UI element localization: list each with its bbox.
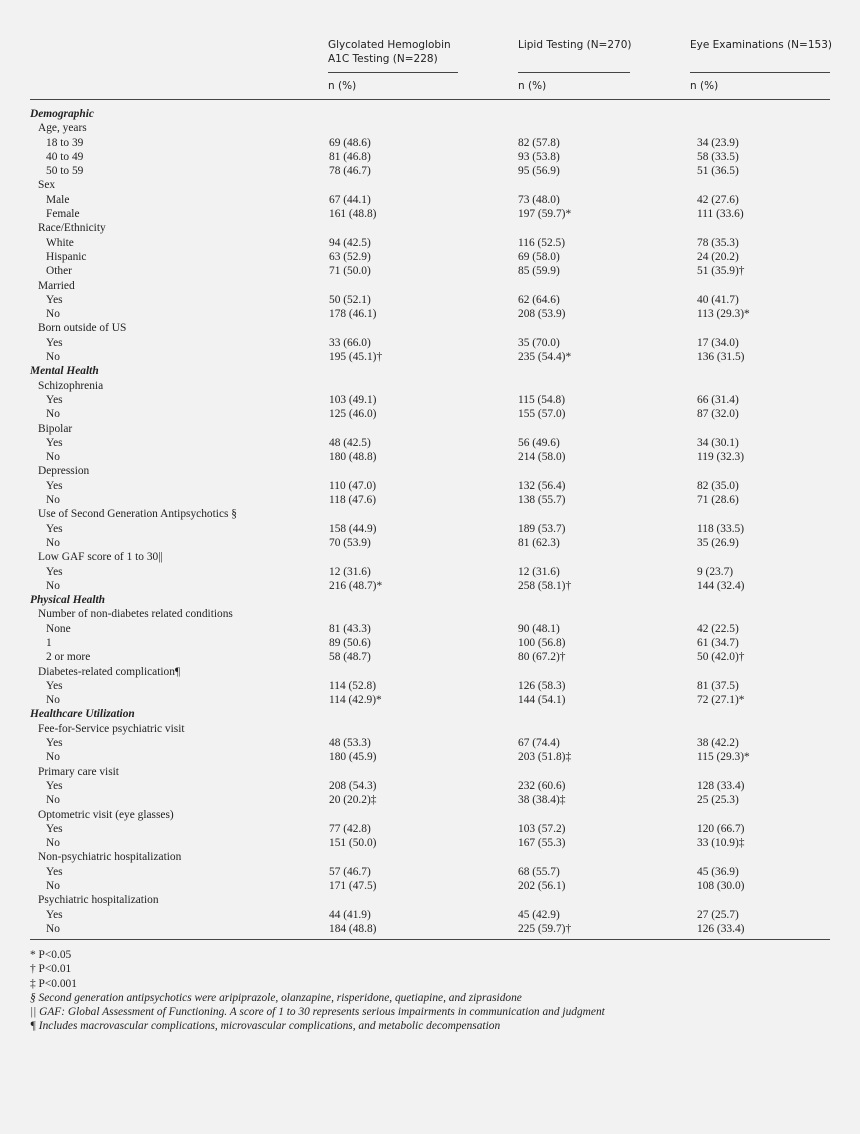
group-row <box>0 178 860 192</box>
variable-label: Optometric visit (eye glasses) <box>38 808 174 821</box>
a1c-value: 178 (46.1) <box>329 308 377 321</box>
lipid-value: 126 (58.3) <box>518 679 566 692</box>
category-label: Male <box>46 193 70 206</box>
a1c-value: 48 (53.3) <box>329 737 371 750</box>
eye-value: 9 (23.7) <box>697 565 734 578</box>
table-body <box>0 107 860 936</box>
eye-value: 66 (31.4) <box>697 393 739 406</box>
variable-label: Depression <box>38 465 90 478</box>
lipid-value: 208 (53.9) <box>518 308 566 321</box>
a1c-value: 81 (46.8) <box>329 150 371 163</box>
lipid-value: 155 (57.0) <box>518 408 566 421</box>
lipid-value: 62 (64.6) <box>518 293 560 306</box>
a1c-value: 110 (47.0) <box>329 479 377 492</box>
lipid-value: 100 (56.8) <box>518 636 566 649</box>
eye-value: 87 (32.0) <box>697 408 739 421</box>
table-row <box>0 622 860 636</box>
table-row <box>0 164 860 178</box>
table-row <box>0 136 860 150</box>
lipid-value: 82 (57.8) <box>518 136 560 149</box>
group-row <box>0 765 860 779</box>
table-row <box>0 536 860 550</box>
eye-value: 24 (20.2) <box>697 250 739 263</box>
lipid-value: 56 (49.6) <box>518 436 560 449</box>
lipid-value: 202 (56.1) <box>518 880 566 893</box>
lipid-value: 85 (59.9) <box>518 265 560 278</box>
variable-label: Primary care visit <box>38 765 119 778</box>
table-row <box>0 307 860 321</box>
a1c-value: 20 (20.2)‡ <box>329 794 377 807</box>
table-bottom-rule <box>30 939 830 940</box>
variable-label: Non-psychiatric hospitalization <box>38 851 182 864</box>
eye-value: 40 (41.7) <box>697 293 739 306</box>
category-label: No <box>46 494 60 507</box>
group-row <box>0 221 860 235</box>
eye-value: 119 (32.3) <box>697 451 745 464</box>
group-row <box>0 321 860 335</box>
lipid-value: 69 (58.0) <box>518 250 560 263</box>
col3-header: Eye Examinations (N=153) <box>690 39 832 51</box>
table-row <box>0 679 860 693</box>
eye-value: 82 (35.0) <box>697 479 739 492</box>
a1c-value: 70 (53.9) <box>329 536 371 549</box>
eye-value: 71 (28.6) <box>697 494 739 507</box>
table-row <box>0 207 860 221</box>
category-label: Yes <box>46 336 63 349</box>
a1c-value: 114 (42.9)* <box>329 694 382 707</box>
category-label: Yes <box>46 565 63 578</box>
table-row <box>0 779 860 793</box>
a1c-value: 78 (46.7) <box>329 165 371 178</box>
table-row <box>0 293 860 307</box>
a1c-value: 114 (52.8) <box>329 679 377 692</box>
category-label: 1 <box>46 636 52 649</box>
lipid-value: 103 (57.2) <box>518 822 566 835</box>
lipid-value: 73 (48.0) <box>518 193 560 206</box>
group-row <box>0 893 860 907</box>
eye-value: 50 (42.0)† <box>697 651 745 664</box>
eye-value: 38 (42.2) <box>697 737 739 750</box>
category-label: Yes <box>46 436 63 449</box>
col2-header-rule <box>518 72 630 73</box>
eye-value: 144 (32.4) <box>697 579 745 592</box>
col3-header-rule <box>690 72 830 73</box>
table-row <box>0 836 860 850</box>
group-row <box>0 279 860 293</box>
category-label: Other <box>46 265 72 278</box>
lipid-value: 81 (62.3) <box>518 536 560 549</box>
lipid-value: 45 (42.9) <box>518 908 560 921</box>
a1c-value: 67 (44.1) <box>329 193 371 206</box>
table-row <box>0 264 860 278</box>
category-label: Yes <box>46 737 63 750</box>
a1c-value: 57 (46.7) <box>329 865 371 878</box>
category-label: Yes <box>46 393 63 406</box>
category-label: No <box>46 837 60 850</box>
table-row <box>0 250 860 264</box>
category-label: No <box>46 408 60 421</box>
table-row <box>0 922 860 936</box>
variable-label: Low GAF score of 1 to 30|| <box>38 551 163 564</box>
variable-label: Use of Second Generation Antipsychotics § <box>38 508 237 521</box>
section-label: Mental Health <box>30 365 99 378</box>
table-row <box>0 479 860 493</box>
lipid-value: 12 (31.6) <box>518 565 560 578</box>
eye-value: 27 (25.7) <box>697 908 739 921</box>
a1c-value: 158 (44.9) <box>329 522 377 535</box>
a1c-value: 63 (52.9) <box>329 250 371 263</box>
footnote: § Second generation antipsychotics were aripiprazole, olanzapine, risperidone, quetiapine, and ziprasidone <box>30 991 522 1004</box>
section-row <box>0 364 860 378</box>
table-row <box>0 450 860 464</box>
a1c-value: 161 (48.8) <box>329 208 377 221</box>
header-bottom-rule <box>30 99 830 100</box>
lipid-value: 116 (52.5) <box>518 236 566 249</box>
category-label: Yes <box>46 293 63 306</box>
eye-value: 17 (34.0) <box>697 336 739 349</box>
eye-value: 120 (66.7) <box>697 822 745 835</box>
group-row <box>0 379 860 393</box>
a1c-value: 50 (52.1) <box>329 293 371 306</box>
lipid-value: 35 (70.0) <box>518 336 560 349</box>
table-row <box>0 822 860 836</box>
a1c-value: 125 (46.0) <box>329 408 377 421</box>
lipid-value: 93 (53.8) <box>518 150 560 163</box>
category-label: No <box>46 694 60 707</box>
category-label: Hispanic <box>46 250 87 263</box>
eye-value: 113 (29.3)* <box>697 308 750 321</box>
table-row <box>0 193 860 207</box>
eye-value: 45 (36.9) <box>697 865 739 878</box>
category-label: Yes <box>46 779 63 792</box>
variable-label: Age, years <box>38 122 87 135</box>
lipid-value: 232 (60.6) <box>518 779 566 792</box>
footnote: ¶ Includes macrovascular complications, microvascular complications, and metabolic decompensation <box>30 1020 501 1033</box>
table-row <box>0 750 860 764</box>
lipid-value: 235 (54.4)* <box>518 351 572 364</box>
table-row <box>0 436 860 450</box>
eye-value: 78 (35.3) <box>697 236 739 249</box>
a1c-value: 58 (48.7) <box>329 651 371 664</box>
section-label: Physical Health <box>30 594 105 607</box>
table-row <box>0 407 860 421</box>
col1-subheader: n (%) <box>328 80 357 92</box>
variable-label: Fee-for-Service psychiatric visit <box>38 722 185 735</box>
table-row <box>0 879 860 893</box>
a1c-value: 184 (48.8) <box>329 922 377 935</box>
variable-label: Race/Ethnicity <box>38 222 106 235</box>
category-label: 40 to 49 <box>46 150 84 163</box>
category-label: No <box>46 880 60 893</box>
col2-subheader: n (%) <box>518 80 547 92</box>
variable-label: Sex <box>38 179 56 192</box>
a1c-value: 94 (42.5) <box>329 236 371 249</box>
category-label: No <box>46 794 60 807</box>
group-row <box>0 507 860 521</box>
footnote: ‡ P<0.001 <box>30 977 77 990</box>
variable-label: Schizophrenia <box>38 379 104 392</box>
lipid-value: 95 (56.9) <box>518 165 560 178</box>
footnotes <box>30 948 605 1034</box>
a1c-value: 208 (54.3) <box>329 779 377 792</box>
group-row <box>0 464 860 478</box>
category-label: No <box>46 751 60 764</box>
a1c-value: 48 (42.5) <box>329 436 371 449</box>
group-row <box>0 121 860 135</box>
a1c-value: 77 (42.8) <box>329 822 371 835</box>
table-row <box>0 693 860 707</box>
category-label: Yes <box>46 908 63 921</box>
footnote: * P<0.05 <box>30 949 72 961</box>
table-row <box>0 393 860 407</box>
a1c-value: 89 (50.6) <box>329 636 371 649</box>
eye-value: 108 (30.0) <box>697 880 745 893</box>
lipid-value: 132 (56.4) <box>518 479 566 492</box>
lipid-value: 38 (38.4)‡ <box>518 794 566 807</box>
eye-value: 115 (29.3)* <box>697 751 750 764</box>
lipid-value: 189 (53.7) <box>518 522 566 535</box>
category-label: 50 to 59 <box>46 165 84 178</box>
eye-value: 61 (34.7) <box>697 636 739 649</box>
eye-value: 81 (37.5) <box>697 679 739 692</box>
variable-label: Born outside of US <box>38 322 127 335</box>
eye-value: 111 (33.6) <box>697 208 744 221</box>
table-row <box>0 336 860 350</box>
lipid-value: 258 (58.1)† <box>518 579 572 592</box>
category-label: No <box>46 308 60 321</box>
lipid-value: 203 (51.8)‡ <box>518 751 572 764</box>
variable-label: Married <box>38 279 75 292</box>
category-label: Yes <box>46 479 63 492</box>
category-label: No <box>46 351 60 364</box>
eye-value: 51 (35.9)† <box>697 265 745 278</box>
table-row <box>0 565 860 579</box>
a1c-value: 12 (31.6) <box>329 565 371 578</box>
category-label: No <box>46 922 60 935</box>
eye-value: 42 (22.5) <box>697 622 739 635</box>
a1c-value: 103 (49.1) <box>329 393 377 406</box>
category-label: Yes <box>46 679 63 692</box>
variable-label: Diabetes-related complication¶ <box>38 665 181 678</box>
group-row <box>0 550 860 564</box>
section-label: Demographic <box>30 108 94 120</box>
a1c-value: 151 (50.0) <box>329 837 377 850</box>
group-row <box>0 665 860 679</box>
group-row <box>0 808 860 822</box>
eye-value: 51 (36.5) <box>697 165 739 178</box>
eye-value: 126 (33.4) <box>697 922 745 935</box>
category-label: White <box>46 236 74 249</box>
col1-header-line1: Glycolated Hemoglobin <box>328 39 451 51</box>
group-row <box>0 607 860 621</box>
a1c-value: 71 (50.0) <box>329 265 371 278</box>
table-row <box>0 236 860 250</box>
a1c-value: 180 (45.9) <box>329 751 377 764</box>
col1-header <box>328 38 451 66</box>
eye-value: 42 (27.6) <box>697 193 739 206</box>
lipid-value: 138 (55.7) <box>518 494 566 507</box>
category-label: Yes <box>46 865 63 878</box>
eye-value: 25 (25.3) <box>697 794 739 807</box>
eye-value: 136 (31.5) <box>697 351 745 364</box>
variable-label: Bipolar <box>38 422 73 435</box>
table-row <box>0 636 860 650</box>
category-label: No <box>46 451 60 464</box>
a1c-value: 171 (47.5) <box>329 880 377 893</box>
col2-header: Lipid Testing (N=270) <box>518 39 632 51</box>
eye-value: 72 (27.1)* <box>697 694 745 707</box>
section-row <box>0 593 860 607</box>
eye-value: 118 (33.5) <box>697 522 745 535</box>
table-row <box>0 650 860 664</box>
table-row <box>0 793 860 807</box>
table-row <box>0 150 860 164</box>
group-row <box>0 850 860 864</box>
footnote: † P<0.01 <box>30 963 72 976</box>
a1c-value: 195 (45.1)† <box>329 351 383 364</box>
a1c-value: 180 (48.8) <box>329 451 377 464</box>
table-row <box>0 736 860 750</box>
col1-header-line2: A1C Testing (N=228) <box>328 53 438 65</box>
group-row <box>0 422 860 436</box>
lipid-value: 80 (67.2)† <box>518 651 566 664</box>
section-label: Healthcare Utilization <box>30 708 135 721</box>
variable-label: Number of non-diabetes related conditions <box>38 608 233 621</box>
lipid-value: 225 (59.7)† <box>518 922 572 935</box>
table-row <box>0 522 860 536</box>
eye-value: 33 (10.9)‡ <box>697 837 745 850</box>
table-row <box>0 908 860 922</box>
eye-value: 34 (23.9) <box>697 136 739 149</box>
footnote: || GAF: Global Assessment of Functioning. A score of 1 to 30 represents serious impairments in communication and judgment <box>30 1006 605 1019</box>
lipid-value: 197 (59.7)* <box>518 208 572 221</box>
col3-subheader: n (%) <box>690 80 719 92</box>
category-label: No <box>46 579 60 592</box>
a1c-value: 33 (66.0) <box>329 336 371 349</box>
variable-label: Psychiatric hospitalization <box>38 894 159 907</box>
a1c-value: 44 (41.9) <box>329 908 371 921</box>
lipid-value: 214 (58.0) <box>518 451 566 464</box>
category-label: Yes <box>46 522 63 535</box>
lipid-value: 144 (54.1) <box>518 694 566 707</box>
col1-header-rule <box>328 72 458 73</box>
eye-value: 58 (33.5) <box>697 150 739 163</box>
section-row <box>0 107 860 121</box>
table-row <box>0 350 860 364</box>
category-label: Female <box>46 208 80 221</box>
a1c-value: 81 (43.3) <box>329 622 371 635</box>
eye-value: 34 (30.1) <box>697 436 739 449</box>
a1c-value: 118 (47.6) <box>329 494 377 507</box>
lipid-value: 90 (48.1) <box>518 622 560 635</box>
category-label: 18 to 39 <box>46 136 84 149</box>
lipid-value: 68 (55.7) <box>518 865 560 878</box>
lipid-value: 67 (74.4) <box>518 737 560 750</box>
section-row <box>0 707 860 721</box>
category-label: None <box>46 622 71 635</box>
a1c-value: 216 (48.7)* <box>329 579 383 592</box>
table-row <box>0 493 860 507</box>
eye-value: 128 (33.4) <box>697 779 745 792</box>
category-label: No <box>46 536 60 549</box>
table-row <box>0 579 860 593</box>
eye-value: 35 (26.9) <box>697 536 739 549</box>
table-row <box>0 865 860 879</box>
a1c-value: 69 (48.6) <box>329 136 371 149</box>
category-label: Yes <box>46 822 63 835</box>
category-label: 2 or more <box>46 651 91 664</box>
lipid-value: 115 (54.8) <box>518 393 566 406</box>
lipid-value: 167 (55.3) <box>518 837 566 850</box>
group-row <box>0 722 860 736</box>
